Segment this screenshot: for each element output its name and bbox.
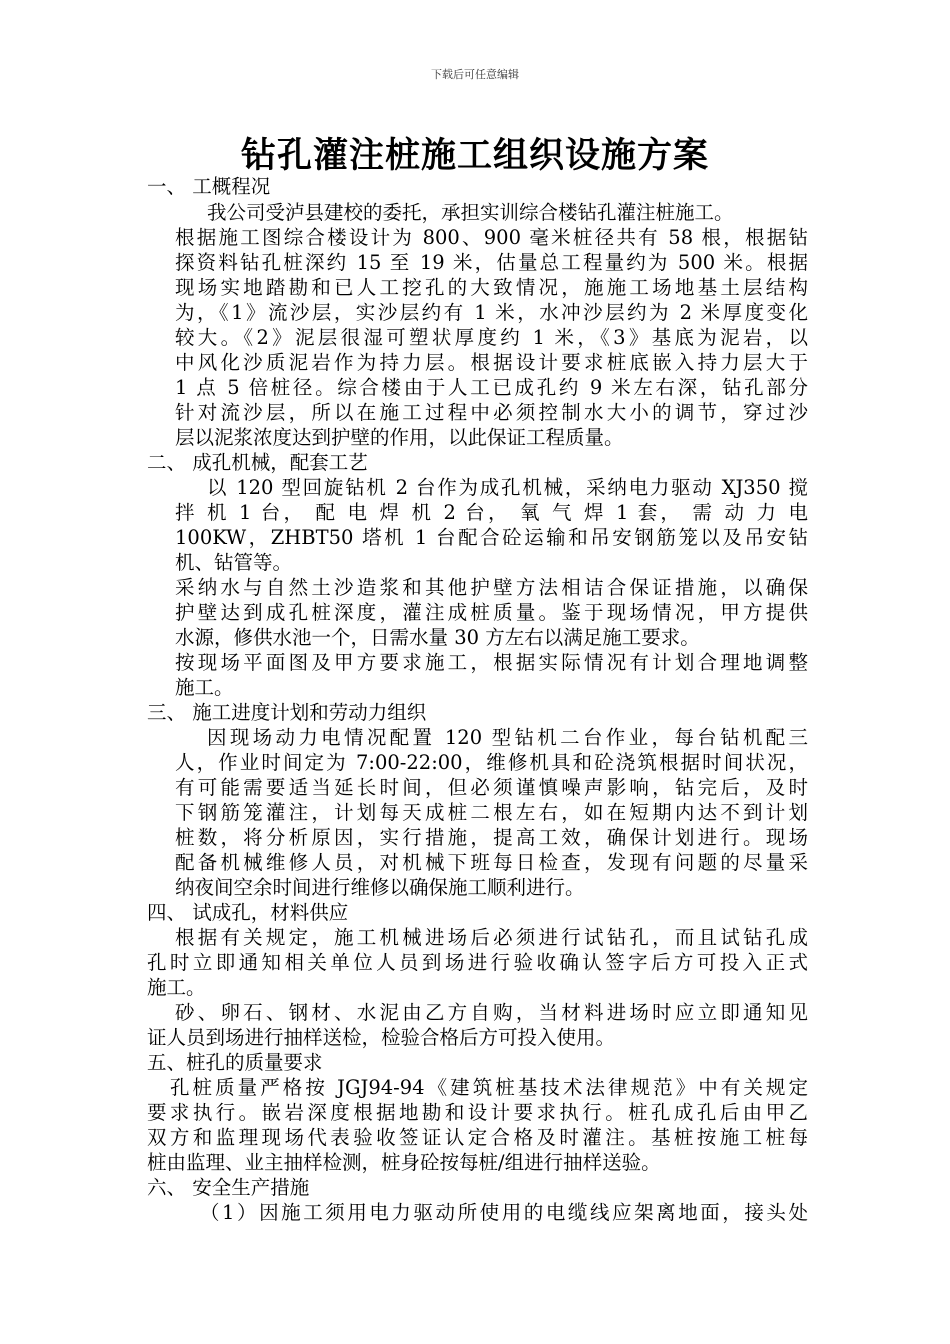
section-1-line: 根据施工图综合楼设计为 800、900 毫米桩径共有 58 根，根据钻 [175,226,808,249]
section-6-line: （1）因施工须用电力驱动所使用的电缆线应架离地面，接头处 [200,1201,808,1224]
section-5-line: 要求执行。嵌岩深度根据地勘和设计要求执行。桩孔成孔后由甲乙 [147,1101,808,1124]
section-4-line: 孔时立即通知相关单位人员到场进行验收确认签字后方可投入正式 [147,951,808,974]
section-1-line: 我公司受泸县建校的委托，承担实训综合楼钻孔灌注桩施工。 [207,201,734,224]
section-1-line: 较大。《2》泥层很湿可塑状厚度约 1 米，《3》基底为泥岩，以 [175,326,808,349]
section-3-line: 桩数，将分析原因，实行措施，提高工效，确保计划进行。现场 [175,826,808,849]
section-3-heading: 三、 施工进度计划和劳动力组织 [147,701,427,724]
section-5-line: 孔桩质量严格按 JGJ94-94《建筑桩基技术法律规范》中有关规定 [170,1076,808,1099]
section-4-line: 根据有关规定，施工机械进场后必须进行试钻孔，而且试钻孔成 [175,926,808,949]
section-1-line: 1 点 5 倍桩径。综合楼由于人工已成孔约 9 米左右深，钻孔部分 [175,376,808,399]
section-5-heading: 五、桩孔的质量要求 [147,1051,323,1074]
section-1-heading: 一、 工概程况 [147,175,271,198]
section-1-line: 探资料钻孔桩深约 15 至 19 米，估量总工程量约为 500 米。根据 [175,251,808,274]
section-2-line: 施工。 [175,676,234,699]
section-3-line: 有可能需要适当延长时间，但必须谨慎噪声影响，钻完后，及时 [175,776,808,799]
section-4-line: 证人员到场进行抽样送检，检验合格后方可投入使用。 [147,1026,616,1049]
section-2-line: 按现场平面图及甲方要求施工，根据实际情况有计划合理地调整 [175,651,808,674]
section-4-heading: 四、 试成孔，材料供应 [147,901,349,924]
section-1-line: 现场实地踏勘和已人工挖孔的大致情况，施施工场地基土层结构 [175,276,808,299]
section-2-line: 100KW，ZHBT50 塔机 1 台配合砼运输和吊安钢筋笼以及吊安钻 [175,526,808,549]
section-1-line: 层以泥浆浓度达到护壁的作用，以此保证工程质量。 [175,426,624,449]
section-3-line: 因现场动力电情况配置 120 型钻机二台作业，每台钻机配三 [207,726,808,749]
section-3-line: 纳夜间空余时间进行维修以确保施工顺利进行。 [175,876,585,899]
section-2-line: 采纳水与自然土沙造浆和其他护壁方法相诘合保证措施，以确保 [175,576,808,599]
section-1-line: 针对流沙层，所以在施工过程中必须控制水大小的调节，穿过沙 [175,401,808,424]
section-1-line: 中风化沙质泥岩作为持力层。根据设计要求桩底嵌入持力层大于 [175,351,808,374]
section-2-line: 拌 机 1 台， 配 电 焊 机 2 台， 氧 气 焊 1 套， 需 动 力 电 [175,501,808,524]
document-title: 钻孔灌注桩施工组织设施方案 [240,135,709,176]
section-4-line: 施工。 [147,976,206,999]
section-3-line: 人，作业时间定为 7:00-22:00，维修机具和砼浇筑根据时间状况， [175,751,808,774]
section-6-heading: 六、 安全生产措施 [147,1176,310,1199]
section-4-line: 砂、卵石、钢材、水泥由乙方自购，当材料进场时应立即通知见 [175,1001,808,1024]
section-1-line: 为，《1》流沙层，实沙层约有 1 米，水冲沙层约为 2 米厚度变化 [175,301,808,324]
section-2-line: 水源，修供水池一个，日需水量 30 方左右以满足施工要求。 [175,626,700,649]
page-header: 下载后可任意编辑 [431,68,519,81]
section-2-heading: 二、 成孔机械，配套工艺 [147,451,368,474]
section-2-line: 护壁达到成孔桩深度，灌注成桩质量。鉴于现场情况，甲方提供 [175,601,808,624]
section-2-line: 以 120 型回旋钻机 2 台作为成孔机械，采纳电力驱动 XJ350 搅 [207,476,808,499]
section-5-line: 桩由监理、业主抽样检测，桩身砼按每桩/组进行抽样送验。 [147,1151,661,1174]
section-5-line: 双方和监理现场代表验收签证认定合格及时灌注。基桩按施工桩每 [147,1126,808,1149]
section-3-line: 下钢筋笼灌注，计划每天成桩二根左右，如在短期内达不到计划 [175,801,808,824]
section-3-line: 配备机械维修人员，对机械下班每日检查，发现有问题的尽量采 [175,851,808,874]
section-2-line: 机、钻管等。 [175,551,293,574]
